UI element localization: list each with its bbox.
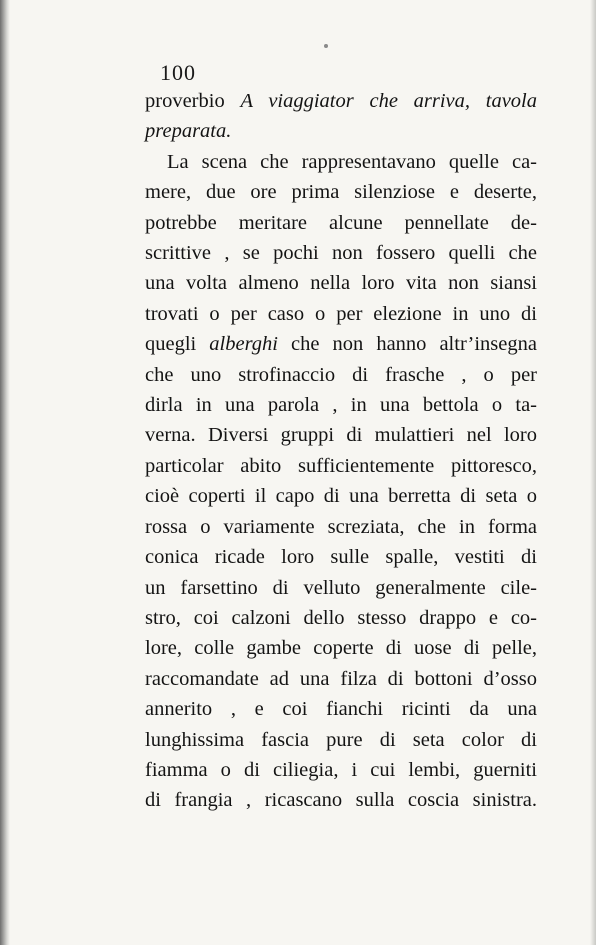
text-line (145, 451, 537, 481)
text-run: lunghissima fascia pure di seta color di (145, 728, 537, 751)
text-run: potrebbe meritare alcune pennellate de- (145, 211, 537, 234)
text-line (145, 512, 537, 542)
text-run: annerito , e coi fianchi ricinti da una (145, 698, 537, 721)
text-line (145, 390, 537, 420)
text-line (145, 147, 537, 177)
text-line (145, 116, 537, 146)
text-run: che non hanno altr’insegna (278, 333, 537, 356)
italic-text: A viaggiator che arriva, tavola (240, 90, 537, 112)
text-run: dirla in una parola , in una bettola o ta- (145, 394, 537, 417)
text-line (145, 664, 537, 694)
text-run: scrittive , se pochi non fossero quelli che (145, 242, 537, 265)
text-line (145, 238, 537, 268)
body-text (145, 86, 537, 816)
italic-text: preparata. (145, 120, 232, 143)
text-run: mere, due ore prima silenziose e deserte, (145, 181, 537, 204)
text-run: conica ricade loro sulle spalle, vestiti di (145, 546, 537, 569)
page-binding-edge (0, 0, 10, 945)
text-line (145, 268, 537, 298)
text-line (145, 725, 537, 755)
page-number: 100 (160, 60, 196, 85)
text-line (145, 755, 537, 785)
text-line (145, 420, 537, 450)
text-run: proverbio (145, 90, 241, 112)
text-line (145, 329, 537, 359)
text-run: rossa o variamente screziata, che in forma (145, 515, 537, 538)
text-line (145, 694, 537, 724)
text-run: verna. Diversi gruppi di mulattieri nel loro (145, 424, 537, 447)
text-run: di frangia , ricascano sulla coscia sinistra. (145, 789, 537, 812)
text-line (145, 177, 537, 207)
italic-text: alberghi (209, 333, 278, 356)
text-line (145, 633, 537, 663)
text-line (145, 603, 537, 633)
text-run: quegli (145, 333, 210, 356)
text-line (145, 785, 537, 815)
text-line (145, 86, 537, 116)
text-run: stro, coi calzoni dello stesso drappo e co- (145, 606, 537, 629)
text-line (145, 481, 537, 511)
text-line (145, 360, 537, 390)
text-line (145, 299, 537, 329)
text-run: fiamma o di ciliegia, i cui lembi, guerniti (145, 758, 537, 781)
text-line (145, 573, 537, 603)
text-run: che uno strofinaccio di frasche , o per (145, 363, 537, 386)
text-run: particolar abito sufficientemente pittoresco, (145, 454, 537, 477)
text-run: una volta almeno nella loro vita non siansi (145, 272, 537, 295)
text-run: La scena che rappresentavano quelle ca- (167, 150, 537, 173)
text-run: lore, colle gambe coperte di uose di pelle, (145, 637, 537, 660)
text-run: trovati o per caso o per elezione in uno di (145, 302, 537, 325)
text-run: un farsettino di velluto generalmente cile- (145, 576, 537, 599)
text-line (145, 542, 537, 572)
text-line (145, 208, 537, 238)
text-run: raccomandate ad una filza di bottoni d’osso (145, 667, 537, 690)
ink-speck (324, 44, 328, 48)
text-run: cioè coperti il capo di una berretta di seta o (145, 485, 537, 508)
page-outer-edge (590, 0, 596, 945)
